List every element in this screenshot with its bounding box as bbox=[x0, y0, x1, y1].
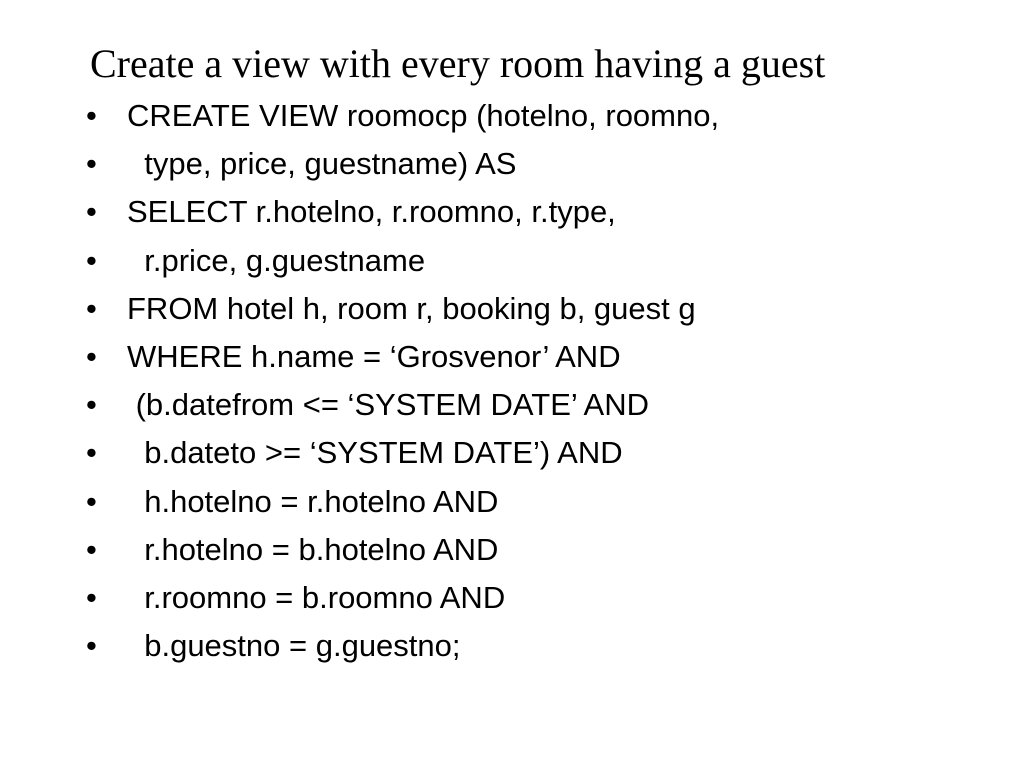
list-item bbox=[0, 96, 720, 144]
sql-line: CREATE VIEW roomocp (hotelno, roomno, bbox=[127, 98, 720, 133]
bullet-icon: • bbox=[86, 290, 97, 326]
list-item bbox=[0, 144, 517, 192]
bullet-icon: • bbox=[86, 483, 97, 519]
sql-line: WHERE h.name = ‘Grosvenor’ AND bbox=[127, 338, 621, 374]
list-item bbox=[0, 626, 461, 674]
list-item bbox=[0, 482, 499, 530]
sql-line: r.price, g.guestname bbox=[127, 242, 426, 278]
bullet-icon: • bbox=[86, 531, 97, 567]
bullet-icon: • bbox=[86, 338, 97, 374]
bullet-icon: • bbox=[86, 628, 97, 664]
sql-line: r.roomno = b.roomno AND bbox=[127, 579, 506, 615]
list-item bbox=[0, 289, 696, 337]
list-item bbox=[0, 385, 649, 433]
slide-title: Create a view with every room having a guest bbox=[90, 41, 826, 86]
sql-line: (b.datefrom <= ‘SYSTEM DATE’ AND bbox=[127, 387, 649, 423]
sql-line: b.guestno = g.guestno; bbox=[127, 628, 461, 664]
sql-line: SELECT r.hotelno, r.roomno, r.type, bbox=[127, 194, 616, 230]
sql-line: type, price, guestname) AS bbox=[127, 146, 517, 182]
bullet-icon: • bbox=[86, 242, 97, 278]
bullet-icon: • bbox=[86, 146, 97, 182]
bullet-icon: • bbox=[86, 435, 97, 471]
sql-line: h.hotelno = r.hotelno AND bbox=[127, 483, 499, 519]
bullet-icon: • bbox=[86, 194, 97, 230]
sql-line: b.dateto >= ‘SYSTEM DATE’) AND bbox=[127, 435, 623, 471]
list-item bbox=[0, 241, 426, 289]
bullet-icon: • bbox=[86, 98, 97, 133]
bullet-icon: • bbox=[86, 387, 97, 423]
list-item bbox=[0, 530, 499, 578]
list-item bbox=[0, 337, 621, 385]
list-item bbox=[0, 192, 616, 240]
bullet-icon: • bbox=[86, 579, 97, 615]
sql-bullet-list bbox=[0, 96, 720, 674]
sql-line: FROM hotel h, room r, booking b, guest g bbox=[127, 290, 696, 326]
list-item bbox=[0, 578, 506, 626]
sql-line: r.hotelno = b.hotelno AND bbox=[127, 531, 499, 567]
list-item bbox=[0, 433, 623, 481]
